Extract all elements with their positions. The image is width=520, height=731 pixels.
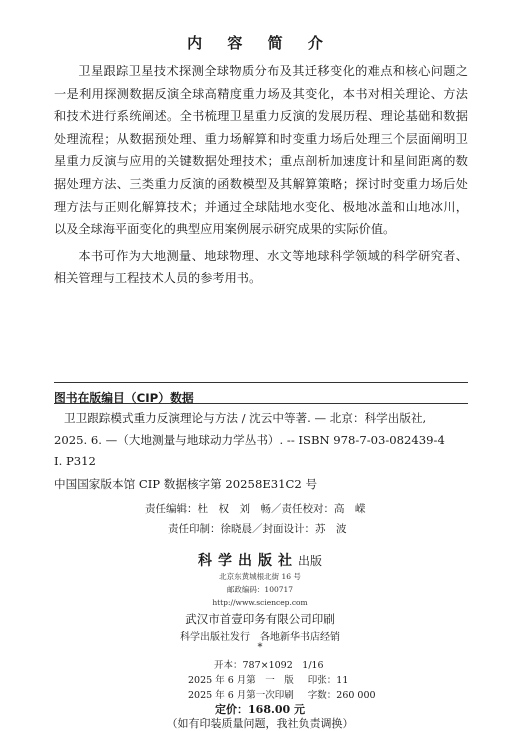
cip-bottom-divider	[54, 403, 468, 404]
publisher-imprint	[0, 550, 520, 570]
page-title: 内 容 简 介	[187, 34, 333, 52]
cip-top-divider	[54, 382, 468, 383]
format-line: 开本：787×1092 1/16	[214, 660, 324, 671]
publisher-website: http://www.sciencep.com	[212, 598, 308, 607]
editors-line-2: 责任印制：徐晓晨／封面设计：苏 波	[168, 523, 347, 535]
cip-heading: 图书在版编目（CIP）数据	[54, 391, 194, 405]
publisher-logo-name: 科学出版社	[197, 553, 298, 569]
distribution-line: 科学出版社发行 各地新华书店经销	[180, 632, 340, 643]
edition-date: 2025 年 6 月第 一 版	[188, 675, 294, 686]
book-introduction	[54, 60, 468, 294]
edition-line	[188, 672, 348, 686]
intro-paragraph-1: 卫星跟踪卫星技术探测全球物质分布及其迁移变化的难点和核心问题之一是利用探测数据反演全球高精度重力场及其变化，本书对相关理论、方法和技术进行系统阐述。全书梳理卫星重力反演的发展历程、理论基础和数据处理流程；从数据预处理、重力场解算和时变重力场后处理三个层面阐明卫星重力反演与应用的关键数据处理技术；重点剖析加速度计和星间距离的数据处理方法、三类重力反演的函数模型及其解算策略；探讨时变重力场后处理方法与正则化解算技术；并通过全球陆地水变化、极地冰盖和山地冰川，以及全球海平面变化的典型应用案例展示研究成果的实际价值。	[54, 64, 468, 237]
price-line: 定价：168.00 元	[215, 703, 305, 716]
publisher-suffix: 出版	[297, 554, 322, 568]
cip-line-1: 卫卫跟踪模式重力反演理论与方法 / 沈云中等著. — 北京：科学出版社,	[64, 411, 427, 425]
word-count: 字数：260 000	[307, 690, 376, 701]
printer-line: 武汉市首壹印务有限公司印刷	[185, 612, 335, 626]
quality-notice: （如有印装质量问题，我社负责调换）	[166, 717, 354, 730]
cip-line-2: 2025. 6. —（大地测量与地球动力学丛书）. -- ISBN 978-7-03-082439-4	[54, 433, 445, 447]
cip-line-4: 中国国家版本馆 CIP 数据核字第 20258E31C2 号	[54, 477, 318, 491]
print-line	[188, 687, 376, 701]
sheets: 印张：11	[307, 675, 349, 686]
cip-line-3: I. P312	[54, 454, 96, 468]
publisher-address: 北京东黄城根北街 16 号	[219, 572, 301, 581]
intro-paragraph-2: 本书可作为大地测量、地球物理、水文等地球科学领域的科学研究者、相关管理与工程技术人员的参考用书。	[54, 248, 468, 286]
separator-star: *	[257, 642, 263, 653]
publisher-postcode: 邮政编码：100717	[226, 585, 294, 594]
editors-line-1: 责任编辑：杜 权 刘 畅／责任校对：高 嵘	[145, 503, 366, 515]
print-date: 2025 年 6 月第一次印刷	[188, 690, 294, 701]
